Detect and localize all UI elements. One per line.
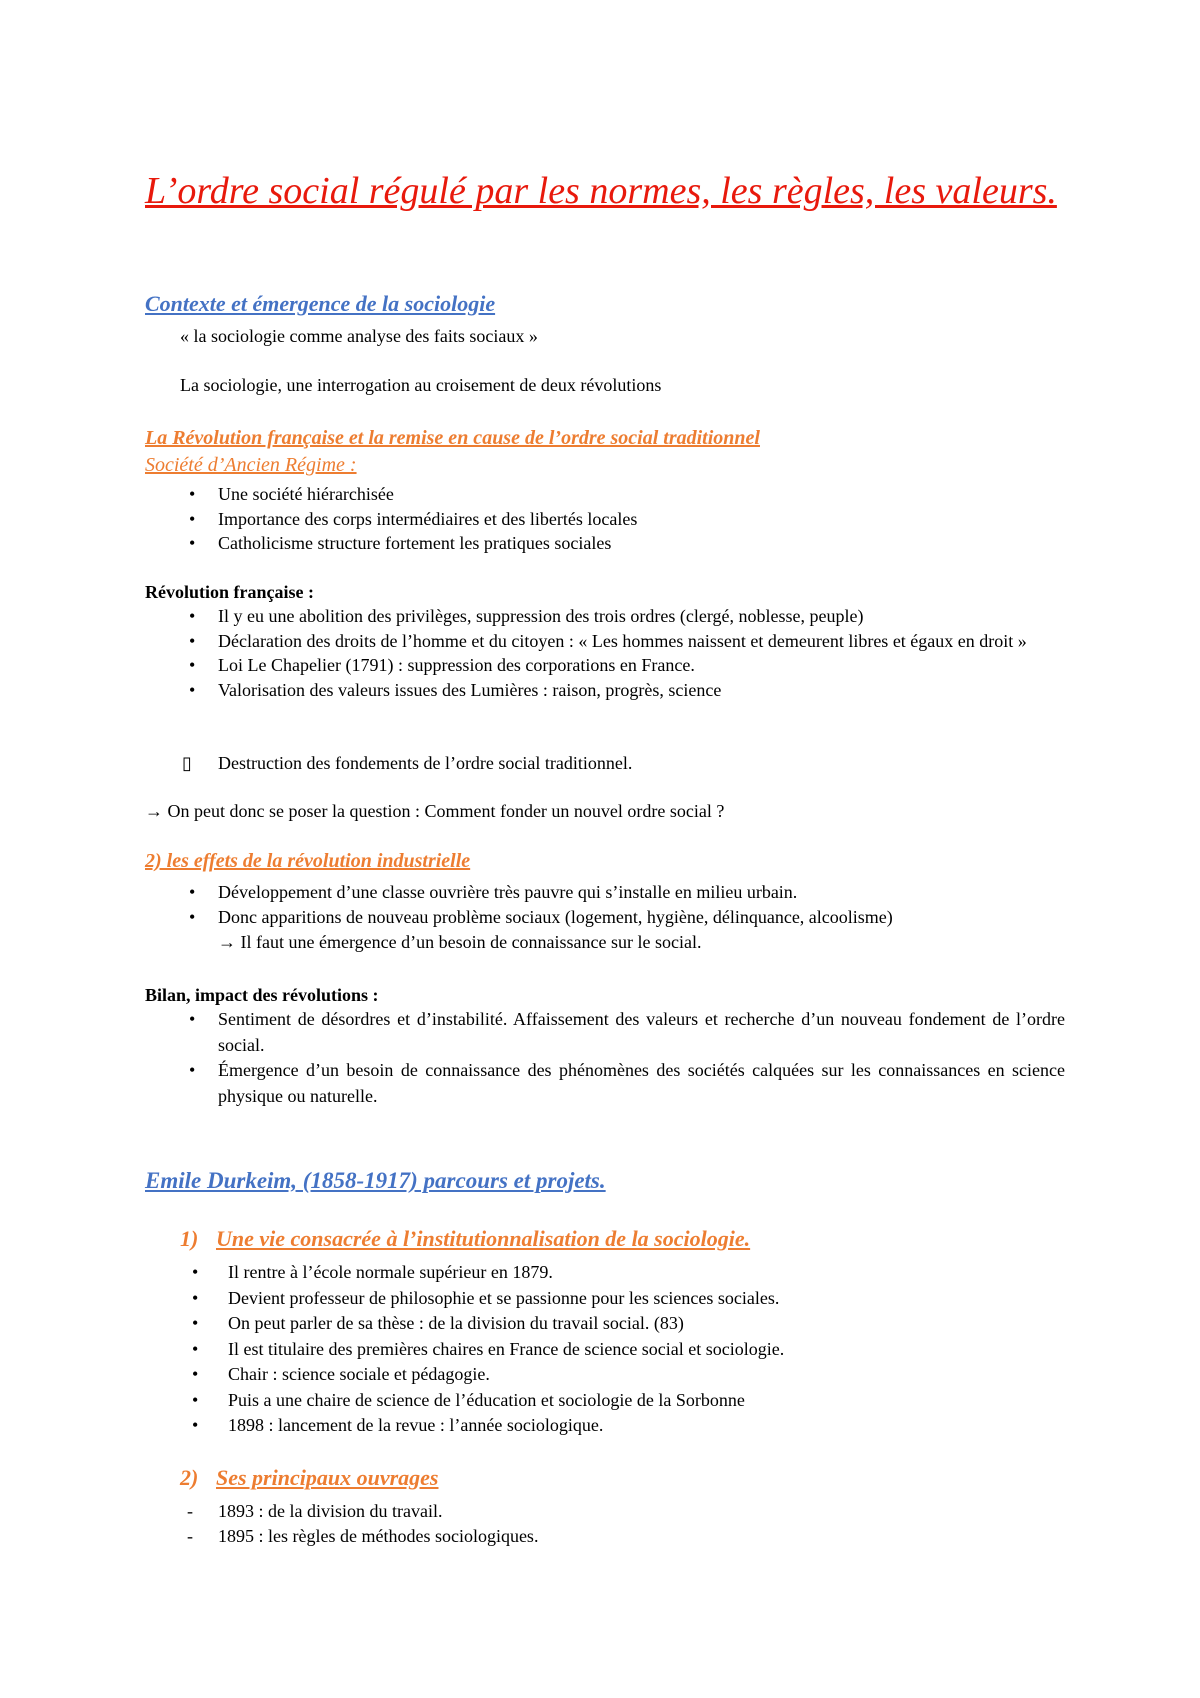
intro-text: La sociologie, une interrogation au croisement de deux révolutions	[180, 375, 662, 395]
subheading-ancien-regime: Société d’Ancien Régime :	[145, 454, 357, 476]
durkheim-career-list	[145, 1260, 1065, 1439]
list-item: • Donc apparitions de nouveau problème sociaux (logement, hygiène, délinquance, alcoolisme)	[145, 905, 1065, 930]
list-item: - 1895 : les règles de méthodes sociologiques.	[145, 1524, 1065, 1549]
list-item: • Puis a une chaire de science de l’éducation et sociologie de la Sorbonne	[145, 1388, 1065, 1414]
list-item: • Catholicisme structure fortement les pratiques sociales	[145, 531, 1065, 556]
list-item: • Il y eu une abolition des privilèges, suppression des trois ordres (clergé, noblesse, peuple)	[145, 604, 1065, 629]
list-item: - 1893 : de la division du travail.	[145, 1499, 1065, 1524]
part2-heading: Ses principaux ouvrages	[216, 1465, 439, 1490]
list-item: • Développement d’une classe ouvrière très pauvre qui s’installe en milieu urbain.	[145, 880, 1065, 905]
list-item: • Une société hiérarchisée	[145, 482, 1065, 507]
quote-text: « la sociologie comme analyse des faits sociaux »	[180, 326, 538, 346]
list-item: • Chair : science sociale et pédagogie.	[145, 1362, 1065, 1388]
list-item: • Il est titulaire des premières chaires en France de science social et sociologie.	[145, 1337, 1065, 1363]
label-revolution-francaise: Révolution française :	[145, 582, 314, 602]
arrow-right-icon: →	[218, 932, 236, 952]
label-bilan: Bilan, impact des révolutions :	[145, 985, 379, 1005]
part2-number: 2)	[180, 1465, 199, 1490]
section-heading-revolution-francaise: La Révolution française et la remise en cause de l’ordre social traditionnel	[145, 427, 760, 449]
list-item: • 1898 : lancement de la revue : l’année sociologique.	[145, 1413, 1065, 1439]
box-symbol-icon: ▯	[182, 753, 192, 773]
question-text: On peut donc se poser la question : Comment fonder un nouvel ordre social ?	[167, 801, 725, 821]
question-line	[145, 799, 724, 823]
list-item: • Valorisation des valeurs issues des Lumières : raison, progrès, science	[145, 678, 1065, 703]
list-item: • Sentiment de désordres et d’instabilité. Affaissement des valeurs et recherche d’un nouveau fondement de l’ordre social.	[145, 1007, 1065, 1058]
ancien-regime-list	[145, 482, 1065, 556]
arrow-right-icon: →	[145, 801, 163, 821]
list-item: • Il rentre à l’école normale supérieur en 1879.	[145, 1260, 1065, 1286]
page-title: L’ordre social régulé par les normes, les règles, les valeurs.	[145, 170, 1057, 212]
section-heading-context: Contexte et émergence de la sociologie	[145, 291, 496, 316]
list-item: • Déclaration des droits de l’homme et du citoyen : « Les hommes naissent et demeurent libres et égaux en droit »	[145, 629, 1065, 654]
bilan-list	[145, 1007, 1065, 1109]
conclusion-text: Destruction des fondements de l’ordre social traditionnel.	[218, 753, 633, 773]
list-item: • Importance des corps intermédiaires et des libertés locales	[145, 507, 1065, 532]
revolution-industrielle-list	[145, 880, 1065, 929]
list-item: • Devient professeur de philosophie et se passionne pour les sciences sociales.	[145, 1286, 1065, 1312]
section-heading-revolution-industrielle: 2) les effets de la révolution industrielle	[145, 850, 471, 872]
part1-heading: Une vie consacrée à l’institutionnalisation de la sociologie.	[216, 1226, 751, 1251]
sub-conclusion-text: Il faut une émergence d’un besoin de connaissance sur le social.	[240, 932, 702, 952]
list-item: • Loi Le Chapelier (1791) : suppression des corporations en France.	[145, 653, 1065, 678]
sub-conclusion-line	[218, 930, 702, 954]
subheading-part1	[180, 1226, 750, 1252]
list-item: • On peut parler de sa thèse : de la division du travail social. (83)	[145, 1311, 1065, 1337]
section-heading-durkheim: Emile Durkeim, (1858-1917) parcours et projets.	[145, 1168, 606, 1193]
revolution-francaise-list	[145, 604, 1065, 702]
durkheim-works-list	[145, 1499, 1065, 1549]
list-item: • Émergence d’un besoin de connaissance des phénomènes des sociétés calquées sur les connaissances en science physique ou naturelle.	[145, 1058, 1065, 1109]
subheading-part2	[180, 1465, 438, 1491]
part1-number: 1)	[180, 1226, 199, 1251]
